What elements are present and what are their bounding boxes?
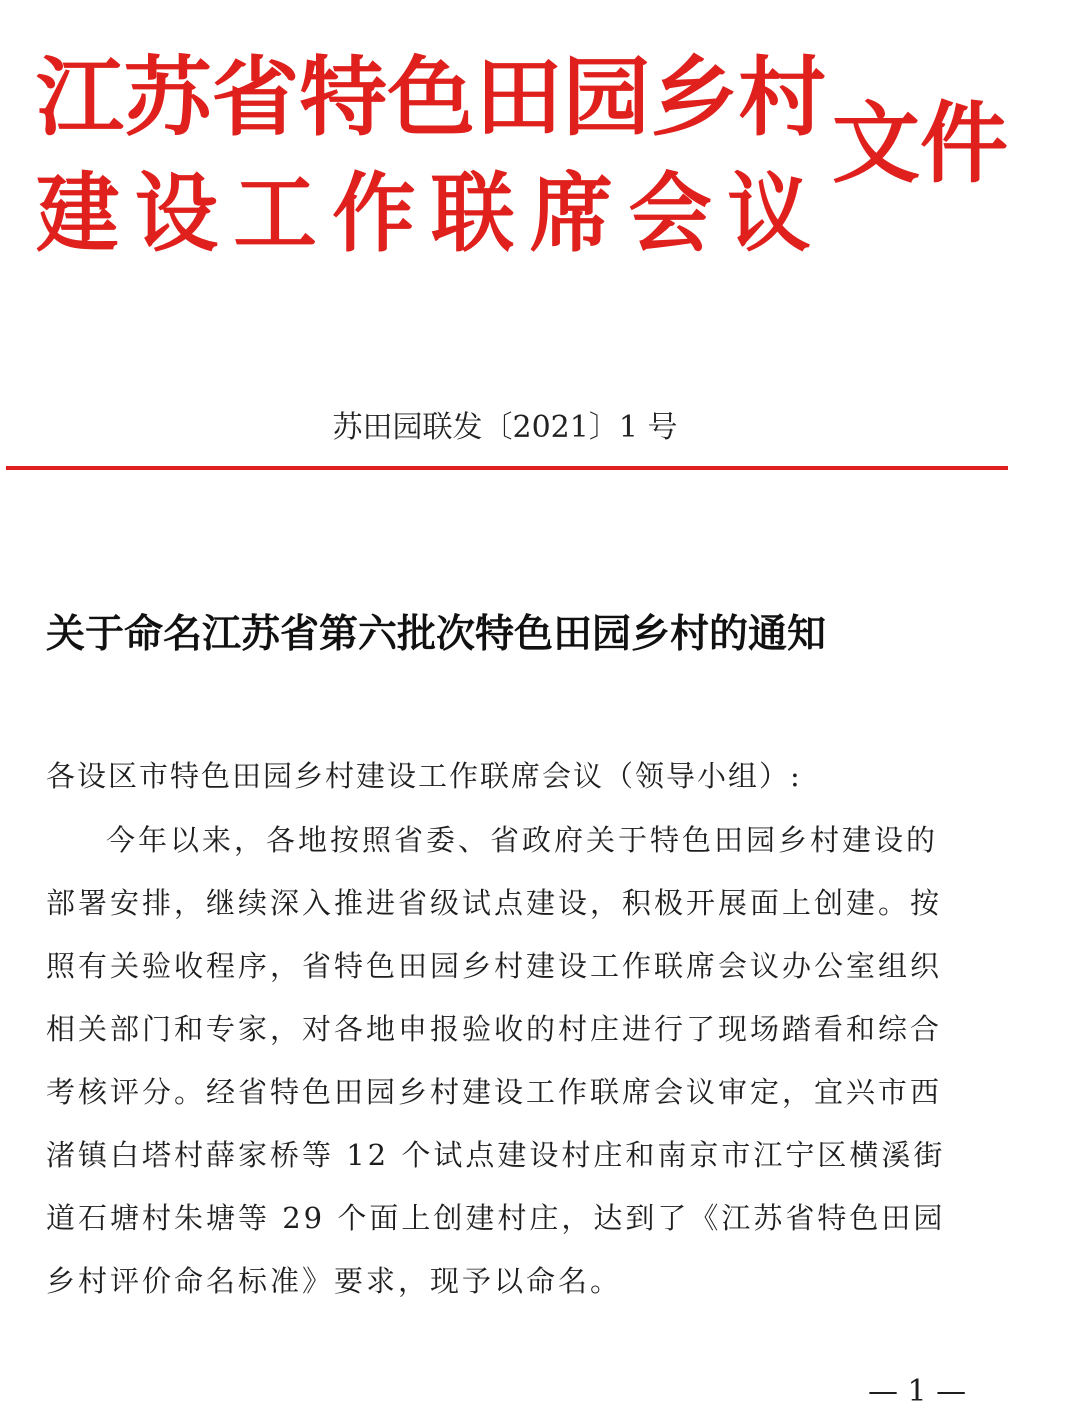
page-number: — 1 — <box>868 1374 967 1409</box>
body-line: 部署安排，继续深入推进省级试点建设，积极开展面上创建。按 <box>46 886 943 920</box>
document-number: 苏田园联发〔2021〕1 号 <box>332 410 678 445</box>
body-line: 今年以来，各地按照省委、省政府关于特色田园乡村建设的 <box>106 823 939 857</box>
salutation: 各设区市特色田园乡村建设工作联席会议（领导小组）: <box>46 759 802 793</box>
organization-name-line-2: 建设工作联席会议 <box>36 163 826 264</box>
body-line: 乡村评价命名标准》要求，现予以命名。 <box>46 1264 623 1298</box>
body-line: 渚镇白塔村薛家桥等 12 个试点建设村庄和南京市江宁区横溪街 <box>46 1138 946 1172</box>
body-line: 道石塘村朱塘等 29 个面上创建村庄，达到了《江苏省特色田园 <box>46 1201 946 1235</box>
body-paragraph <box>46 812 974 1316</box>
document-type-label: 文件 <box>832 91 1009 195</box>
body-line: 照有关验收程序，省特色田园乡村建设工作联席会议办公室组织 <box>46 949 943 983</box>
document-title: 关于命名江苏省第六批次特色田园乡村的通知 <box>46 611 827 657</box>
organization-name-line-1: 江苏省特色田园乡村 <box>36 47 827 148</box>
issuing-organization <box>36 40 826 272</box>
red-divider-line <box>6 466 1008 470</box>
document-header <box>36 40 1036 270</box>
body-line: 考核评分。经省特色田园乡村建设工作联席会议审定，宜兴市西 <box>46 1075 943 1109</box>
body-line: 相关部门和专家，对各地申报验收的村庄进行了现场踏看和综合 <box>46 1012 943 1046</box>
